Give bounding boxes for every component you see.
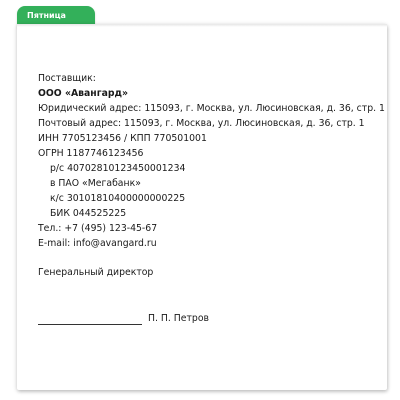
signer-position: Генеральный директор (38, 267, 154, 278)
corr-account: к/с 30101810400000000225 (50, 193, 186, 204)
sheet-top-edge (17, 24, 387, 27)
inn-kpp: ИНН 7705123456 / КПП 770501001 (38, 133, 207, 144)
company-name: ООО «Авангард» (38, 88, 129, 99)
bank-account: р/с 40702810123450001234 (50, 163, 186, 174)
email: E-mail: info@avangard.ru (38, 238, 157, 249)
signer-name: П. П. Петров (148, 313, 209, 324)
phone: Тел.: +7 (495) 123-45-67 (38, 223, 158, 234)
legal-address: Юридический адрес: 115093, г. Москва, ул. Люсиновская, д. 36, стр. 1 (38, 103, 385, 114)
tab-label: Пятница (27, 11, 66, 20)
bank-name: в ПАО «Мегабанк» (50, 178, 141, 189)
signature-line (38, 324, 142, 325)
supplier-label: Поставщик: (38, 73, 96, 84)
ogrn: ОГРН 1187746123456 (38, 148, 144, 159)
postal-address: Почтовый адрес: 115093, г. Москва, ул. Люсиновская, д. 36, стр. 1 (38, 118, 365, 129)
bik: БИК 044525225 (50, 208, 127, 219)
